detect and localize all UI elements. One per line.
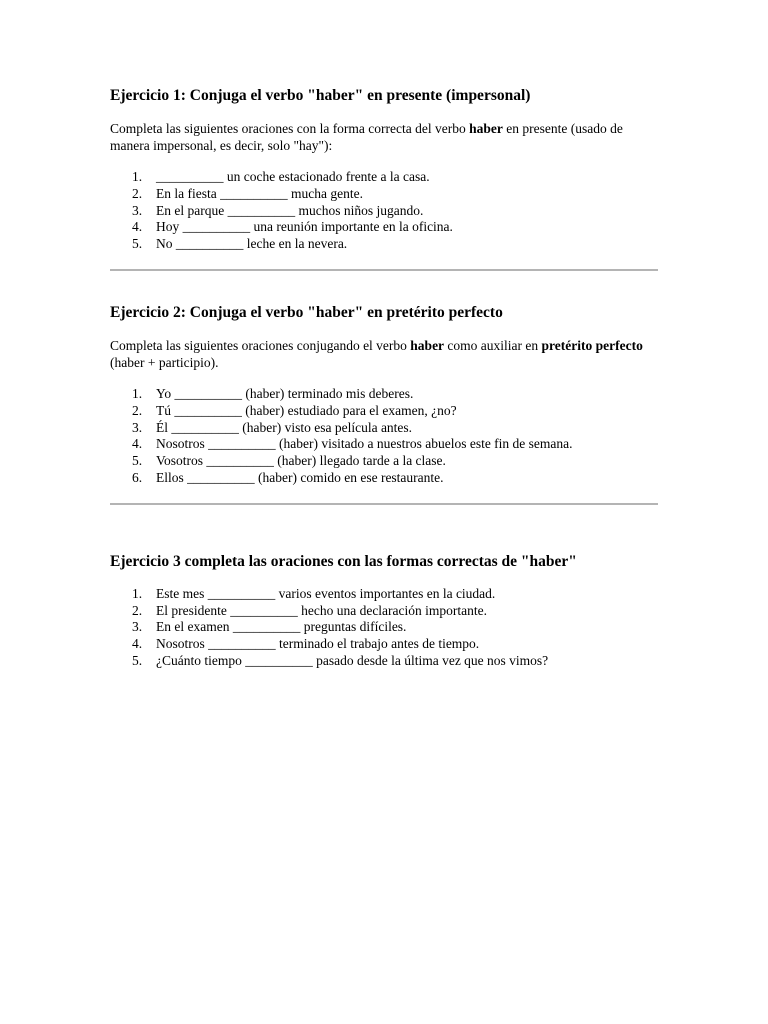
item-number: 4. (132, 636, 143, 652)
list-item (110, 470, 658, 487)
exercise-2-intro-text-middle: como auxiliar en (444, 337, 542, 353)
list-item (110, 219, 658, 236)
list-item (110, 186, 658, 203)
item-number: 2. (132, 402, 143, 418)
item-text: En la fiesta __________ mucha gente. (156, 185, 363, 201)
item-text: En el examen __________ preguntas difíciles. (156, 619, 407, 635)
item-number: 6. (132, 469, 143, 485)
item-number: 3. (132, 619, 143, 635)
list-item (110, 653, 658, 670)
exercise-1-title: Ejercicio 1: Conjuga el verbo "haber" en presente (impersonal) (110, 87, 531, 104)
item-text: Él __________ (haber) visto esa película antes. (156, 419, 413, 435)
item-number: 3. (132, 419, 143, 435)
list-item (110, 636, 658, 653)
item-text: __________ un coche estacionado frente a la casa. (156, 169, 430, 184)
item-number: 1. (132, 169, 143, 184)
item-text: No __________ leche en la nevera. (156, 236, 348, 252)
item-text: Yo __________ (haber) terminado mis deberes. (156, 385, 414, 401)
item-text: El presidente __________ hecho una declaración importante. (156, 602, 488, 618)
exercise-2-intro-text-end: (haber + participio). (110, 354, 219, 370)
list-item (110, 453, 658, 470)
item-number: 1. (132, 585, 143, 601)
item-text: Tú __________ (haber) estudiado para el examen, ¿no? (156, 402, 457, 418)
item-text: Ellos __________ (haber) comido en ese restaurante. (156, 469, 444, 485)
list-item (110, 619, 658, 636)
list-item (110, 236, 658, 253)
item-number: 5. (132, 652, 143, 668)
exercise-2-instructions (110, 337, 658, 371)
exercise-3-list (110, 586, 658, 670)
list-item (110, 386, 658, 403)
exercise-3-title: Ejercicio 3 completa las oraciones con las formas correctas de "haber" (110, 552, 577, 570)
item-number: 4. (132, 219, 143, 235)
exercise-1-instructions (110, 120, 658, 154)
item-text: ¿Cuánto tiempo __________ pasado desde la última vez que nos vimos? (156, 652, 549, 668)
item-number: 2. (132, 185, 143, 201)
section-divider (110, 269, 658, 271)
item-text: Este mes __________ varios eventos importantes en la ciudad. (156, 585, 496, 601)
exercise-1-intro-verb: haber (469, 121, 503, 136)
item-number: 2. (132, 602, 143, 618)
exercise-2-intro-tense: pretérito perfecto (541, 337, 643, 353)
item-text: Nosotros __________ terminado el trabajo antes de tiempo. (156, 636, 480, 652)
item-number: 1. (132, 385, 143, 401)
exercise-1-intro-text-end: en presente (usado de manera impersonal, es decir, solo "hay"): (110, 121, 623, 153)
list-item (110, 586, 658, 603)
list-item (110, 603, 658, 620)
item-text: En el parque __________ muchos niños jugando. (156, 202, 424, 218)
section-divider (110, 503, 658, 505)
list-item (110, 403, 658, 420)
exercise-1-intro-text: Completa las siguientes oraciones con la forma correcta del verbo (110, 121, 470, 136)
exercise-2-intro-verb: haber (410, 337, 445, 353)
exercise-2-list (110, 386, 658, 487)
worksheet (110, 86, 658, 670)
item-number: 3. (132, 202, 143, 218)
list-item (110, 169, 658, 186)
exercise-1-list (110, 169, 658, 253)
exercise-2-intro-text: Completa las siguientes oraciones conjugando el verbo (110, 337, 411, 353)
item-text: Hoy __________ una reunión importante en la oficina. (156, 219, 453, 235)
item-number: 4. (132, 436, 143, 452)
item-number: 5. (132, 453, 143, 469)
item-number: 5. (132, 236, 143, 252)
exercise-2-title: Ejercicio 2: Conjuga el verbo "haber" en pretérito perfecto (110, 303, 503, 321)
list-item (110, 203, 658, 220)
list-item (110, 420, 658, 437)
item-text: Vosotros __________ (haber) llegado tarde a la clase. (156, 453, 446, 469)
list-item (110, 436, 658, 453)
item-text: Nosotros __________ (haber) visitado a nuestros abuelos este fin de semana. (156, 436, 573, 452)
